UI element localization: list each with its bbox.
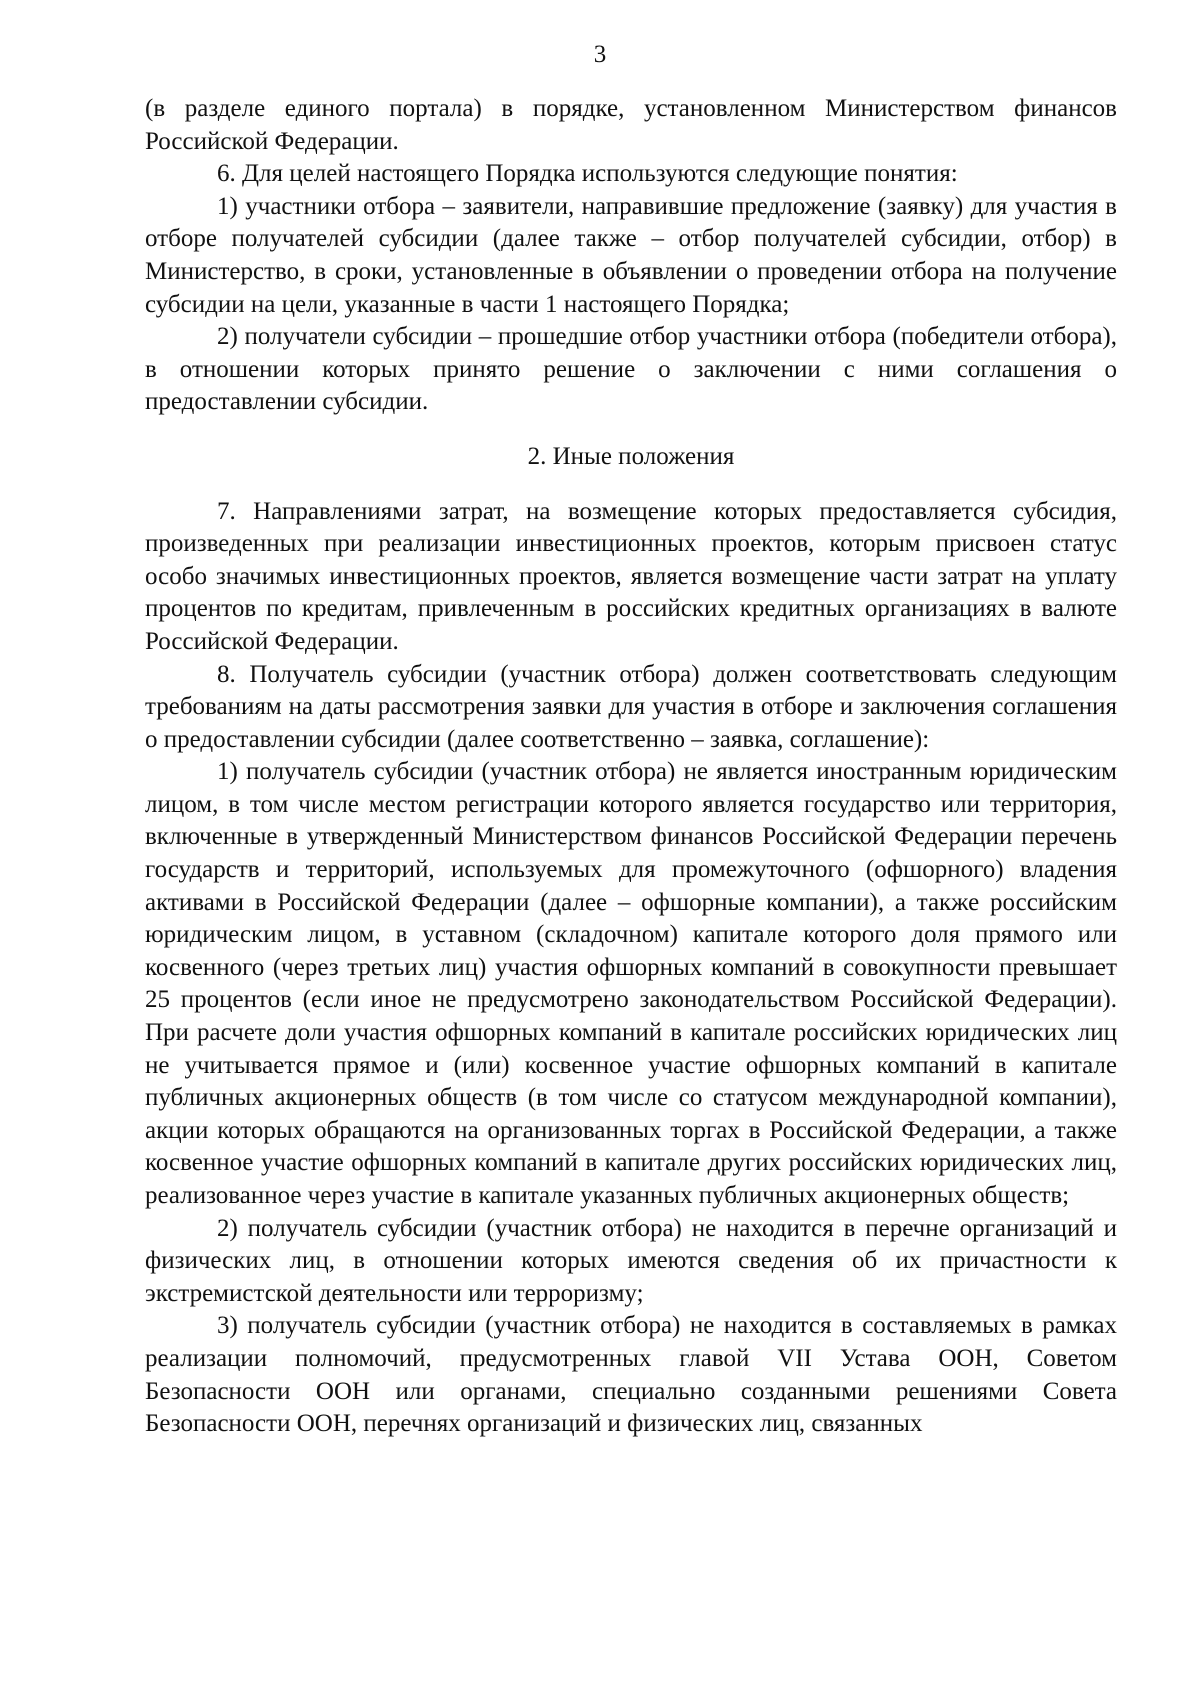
paragraph-item-7: 7. Направлениями затрат, на возмещение которых предоставляется субсидия, произведенных при реализации инвестиционных проектов, которым присвоен статус особо значимых инвестиционных проектов, является возмещение части затрат на уплату процентов по кредитам, привлеченным в российских кредитных организациях в валюте Российской Федерации. — [145, 497, 1117, 655]
paragraph-item-6: 6. Для целей настоящего Порядка используются следующие понятия: — [217, 160, 958, 188]
paragraph-item-8-1: 1) получатель субсидии (участник отбора) не является иностранным юридическим лицом, в том числе местом регистрации которого является государство или территория, включенные в утвержденный Министерством финансов Российской Федерации перечень государств и территорий, используемых для промежуточного (офшорного) владения активами в Российской Федерации (далее – офшорные компании), а также российским юридическим лицом, в уставном (складочном) капитале которого доля прямого или косвенного (через третьих лиц) участия офшорных компаний в совокупности превышает 25 процентов (если иное не предусмотрено законодательством Российской Федерации). При расчете доли участия офшорных компаний в капитале российских юридических лиц не учитывается прямое и (или) косвенное участие офшорных компаний в капитале публичных акционерных обществ (в том числе со статусом международной компании), акции которых обращаются на организованных торгах в Российской Федерации, а также косвенное участие офшорных компаний в капитале других российских юридических лиц, реализованное через участие в капитале указанных публичных акционерных обществ; — [145, 758, 1117, 1209]
paragraph-item-8-2: 2) получатель субсидии (участник отбора) не находится в перечне организаций и физических лиц, в отношении которых имеются сведения об их причастности к экстремистской деятельности или терроризму; — [145, 1214, 1117, 1307]
paragraph-item-8: 8. Получатель субсидии (участник отбора) должен соответствовать следующим требованиям на даты рассмотрения заявки для участия в отборе и заключения соглашения о предоставлении субсидии (далее соответственно – заявка, соглашение): — [145, 660, 1117, 753]
paragraph-item-8-3: 3) получатель субсидии (участник отбора) не находится в составляемых в рамках реализации полномочий, предусмотренных главой VII Устава ООН, Советом Безопасности ООН или органами, специально созданными решениями Совета Безопасности ООН, перечнях организаций и физических лиц, связанных — [145, 1312, 1117, 1438]
paragraph-continuation: (в разделе единого портала) в порядке, установленном Министерством финансов Российской Федерации. — [145, 95, 1117, 155]
section-heading: 2. Иные положения — [527, 442, 735, 470]
paragraph-item-6-1: 1) участники отбора – заявители, направившие предложение (заявку) для участия в отборе получателей субсидии (далее также – отбор получателей субсидии, отбор) в Министерство, в сроки, установленные в объявлении о проведении отбора на получение субсидии на цели, указанные в части 1 настоящего Порядка; — [145, 192, 1117, 318]
paragraph-item-6-2: 2) получатели субсидии – прошедшие отбор участники отбора (победители отбора), в отношении которых принято решение о заключении с ними соглашения о предоставлении субсидии. — [145, 323, 1117, 416]
page-number: 3 — [593, 41, 607, 68]
document-body — [145, 93, 1117, 1441]
